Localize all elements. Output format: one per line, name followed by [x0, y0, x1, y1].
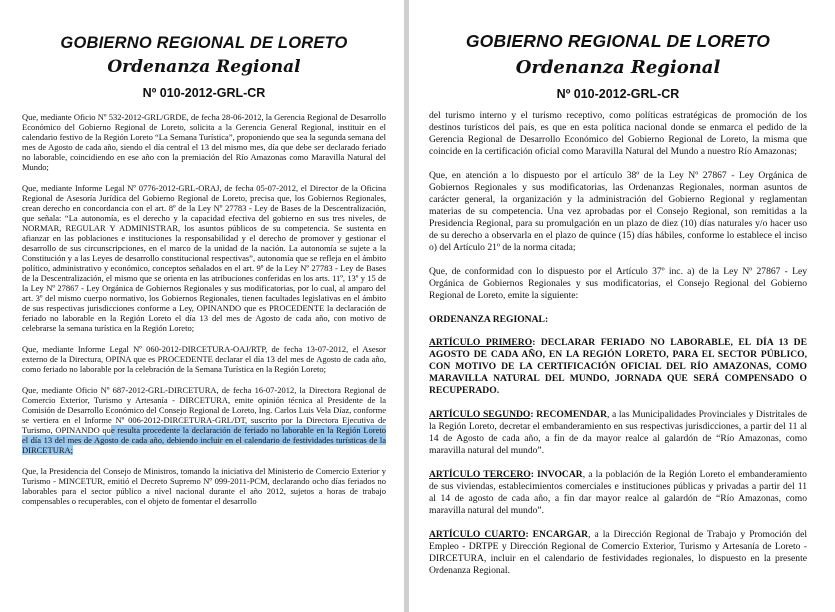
articulo-segundo-heading: ARTÍCULO SEGUNDO [429, 409, 531, 420]
articulo-segundo-verb: : RECOMENDAR [530, 409, 608, 420]
articulo-segundo-text: , a las Municipalidades Provinciales y Distritales de la Región Loreto, decretar el embanderamiento en sus respectivas jurisdicciones, a partir del 11 al 14 de Agosto de cada año, a fin de da mayor realce al galardón de “Río Amazonas, como maravilla natural del mundo”. [429, 409, 807, 456]
header-gobierno-right: GOBIERNO REGIONAL DE LORETO [465, 31, 771, 51]
paragraph-articulo-37: Que, de conformidad con lo dispuesto por el Artículo 37º inc. a) de la Ley Nº 27867 - Ley Orgánica de Gobiernos Regionales y sus modificatorias, el Consejo Regional del Gobierno Regional de Loreto, emite la siguiente: [429, 266, 807, 301]
articulo-tercero [429, 469, 807, 517]
document-page-left [0, 0, 404, 612]
articulo-primero-text: : DECLARAR FERIADO NO LABORABLE, EL DÍA 13 DE AGOSTO DE CADA AÑO, EN LA REGIÓN LORETO, PARA EL SECTOR PÚBLICO, CON MOTIVO DE LA CERTIFICACIÓN OFICIAL DEL RÍO AMAZONAS, COMO MARAVILLA NATURAL DEL MUNDO, JORNADA QUE SERÁ COMPENSADO O RECUPERADO. [429, 337, 807, 396]
articulo-tercero-verb: : INVOCAR [530, 469, 583, 480]
header-ordenanza-right: Ordenanza Regional [515, 57, 721, 78]
paragraph-oficio-687 [22, 385, 386, 455]
document-page-right [409, 0, 835, 612]
paragraph-oficio-532: Que, mediante Oficio Nº 532-2012-GRL/GRDE, de fecha 28-06-2012, la Gerencia Regional de Desarrollo Económico del Gobierno Regional de Loreto, solicita a la Gerencia General Regional, instituir en el calendario festivo de la Región Loreto “La Semana Turística”, proponiendo que sea la segunda semana del mes de Agosto de cada año, siendo el día central el 13 del mismo mes, día que debe ser declarado feriado no laborable, coincidiendo en ese año con la premiación del Río Amazonas como Maravilla Natural del Mundo; [22, 112, 386, 172]
articulo-cuarto-heading: ARTÍCULO CUARTO [429, 529, 526, 540]
articulo-cuarto-verb: : ENCARGAR [525, 529, 589, 540]
articulo-cuarto-text: , a la Dirección Regional de Trabajo y Promoción del Empleo - DRTPE y Dirección Regional de Comercio Exterior, Turismo y Artesanía de Loreto - DIRCETURA, incluir en el calendario de festividades regionales, lo dispuesto en la presente Ordenanza Regional. [429, 529, 808, 576]
header-numero-right: Nº 010-2012-GRL-CR [556, 87, 680, 101]
paragraph-presidencia: Que, la Presidencia del Consejo de Ministros, tomando la iniciativa del Ministerio de Comercio Exterior y Turismo - MINCETUR, emitió el Decreto Supremo Nº 099-2011-PCM, declarando ocho días feriados no laborables para el sector público a nivel nacional durante el año 2012, sujetos a horas de trabajo compensables o recuperables, con el objeto de fomentar el desarrollo [22, 466, 386, 506]
paragraph-informe-0776: Que, mediante Informe Legal Nº 0776-2012-GRL-ORAJ, de fecha 05-07-2012, el Director de la Oficina Regional de Asesoría Jurídica del Gobierno Regional de Loreto, precisa que, los Gobiernos Regionales, crean derecho en concordancia con el art. 8º de la Ley Nº 27783 - Ley de Bases de la Descentralización, que señala: “La autonomía, es el derecho y la capacidad efectiva del gobierno en sus tres niveles, de NORMAR, REGULAR Y ADMINISTRAR, los asuntos públicos de su competencia. Se sustenta en afianzar en las poblaciones e instituciones la responsabilidad y el derecho de promover y gestionar el desarrollo de sus circunscripciones, en el marco de la unidad de la nación. La autonomía se sujete a la Constitución y a las Leyes de desarrollo constitucional respectivas”, autonomía que se refleja en el ámbito político, administrativo y económico, conceptos señalados en el art. 9º de la Ley Nº 27783 - Ley de Bases de la Descentralización, el mismo que se orienta en las atribuciones conferidas en los arts. 11º, 13º y 15 de la Ley Nº 27867 - Ley Orgánica de Gobiernos Regionales y sus modificatorias, por lo cual, al amparo del art. 3º del mismo cuerpo normativo, los Gobiernos Regionales, tienen facultades legislativas en el ámbito de sus respectivas jurisdicciones conforme a Ley, OPINANDO que es PROCEDENTE la declaración de feriado no laborable en la Región Loreto el día 13 del mes de Agosto de cada año, con motivo de celebrarse la semana turística en la Región Loreto; [22, 183, 386, 333]
selected-text-highlight[interactable]: e resulta procedente la declaración de feriado no laborable en la Región Loreto el día 13 del mes de Agosto de cada año, debiendo incluir en el calendario de festividades turísticas de la DIRCETURA; [22, 425, 386, 455]
paragraph-informe-060: Que, mediante Informe Legal Nº 060-2012-DIRCETURA-OAJ/RTP, de fecha 13-07-2012, el Asesor externo de la Directura, OPINA que es PROCEDENTE declarar el día 13 del mes de Agosto de cada año, como feriado no laborable por la celebración de la Semana Turística en la Región Loreto; [22, 344, 386, 374]
articulo-tercero-text: , a la población de la Región Loreto el embanderamiento de sus viviendas, establecimientos comerciales e instituciones públicas y privadas a partir del 11 al 14 de agosto de cada año, a fin dar mayor realce al galardón de “Río Amazonas, como maravilla natural del mundo”. [429, 469, 807, 516]
articulo-cuarto [429, 529, 807, 577]
articulo-segundo [429, 409, 807, 457]
paragraph-turismo-interno: del turismo interno y el turismo receptivo, como políticas estratégicas de promoción de los destinos turísticos del país, es que en esta política nacional donde se enmarca el pedido de la Gerencia Regional de Desarrollo Económico del Gobierno Regional de Loreto, la misma que coincide en la certificación oficial como Maravilla Natural del Mundo a nuestro Río Amazonas; [429, 110, 807, 157]
paragraph-oficio-687-text: Que, mediante Oficio Nº 687-2012-GRL-DIRCETURA, de fecha 16-07-2012, la Directora Regional de Comercio Exterior, Turismo y Artesanía - DIRCETURA, emite opinión técnica al Presidente de la Comisión de Desarrollo Económico del Consejo Regional de Loreto, Ing. Carlos Luis Vela Díaz, conforme se vertiera en el Informe Nº 006-2012-DIRCETURA-GRL/DT, suscrito por la Directora Ejecutiva de Turismo, OPINANDO qu [22, 385, 386, 435]
header-ordenanza: Ordenanza Regional [107, 57, 301, 77]
paragraph-articulo-38: Que, en atención a lo dispuesto por el artículo 38º de la Ley Nº 27867 - Ley Orgánica de Gobiernos Regionales y sus modificatorias, las Ordenanzas Regionales, norman asuntos de carácter general, la organización y la administración del Gobierno Regional y reglamentan materias de su competencia. Una vez aprobadas por el Consejo Regional, son remitidas a la Presidencia Regional, para su promulgación en un plazo de diez (10) días naturales y/o hacer uso de su derecho a observarla en el plazo de quince (15) días hábiles, conforme lo establece el inciso o) del Artículo 21º de la norma citada; [429, 170, 807, 253]
articulo-tercero-heading: ARTÍCULO TERCERO [429, 469, 531, 480]
ordenanza-regional-label: ORDENANZA REGIONAL: [429, 314, 549, 325]
header-numero: Nº 010-2012-GRL-CR [142, 86, 266, 100]
articulo-primero-heading: ARTÍCULO PRIMERO [429, 337, 533, 348]
articulo-primero [429, 337, 807, 397]
header-gobierno: GOBIERNO REGIONAL DE LORETO [60, 34, 348, 52]
